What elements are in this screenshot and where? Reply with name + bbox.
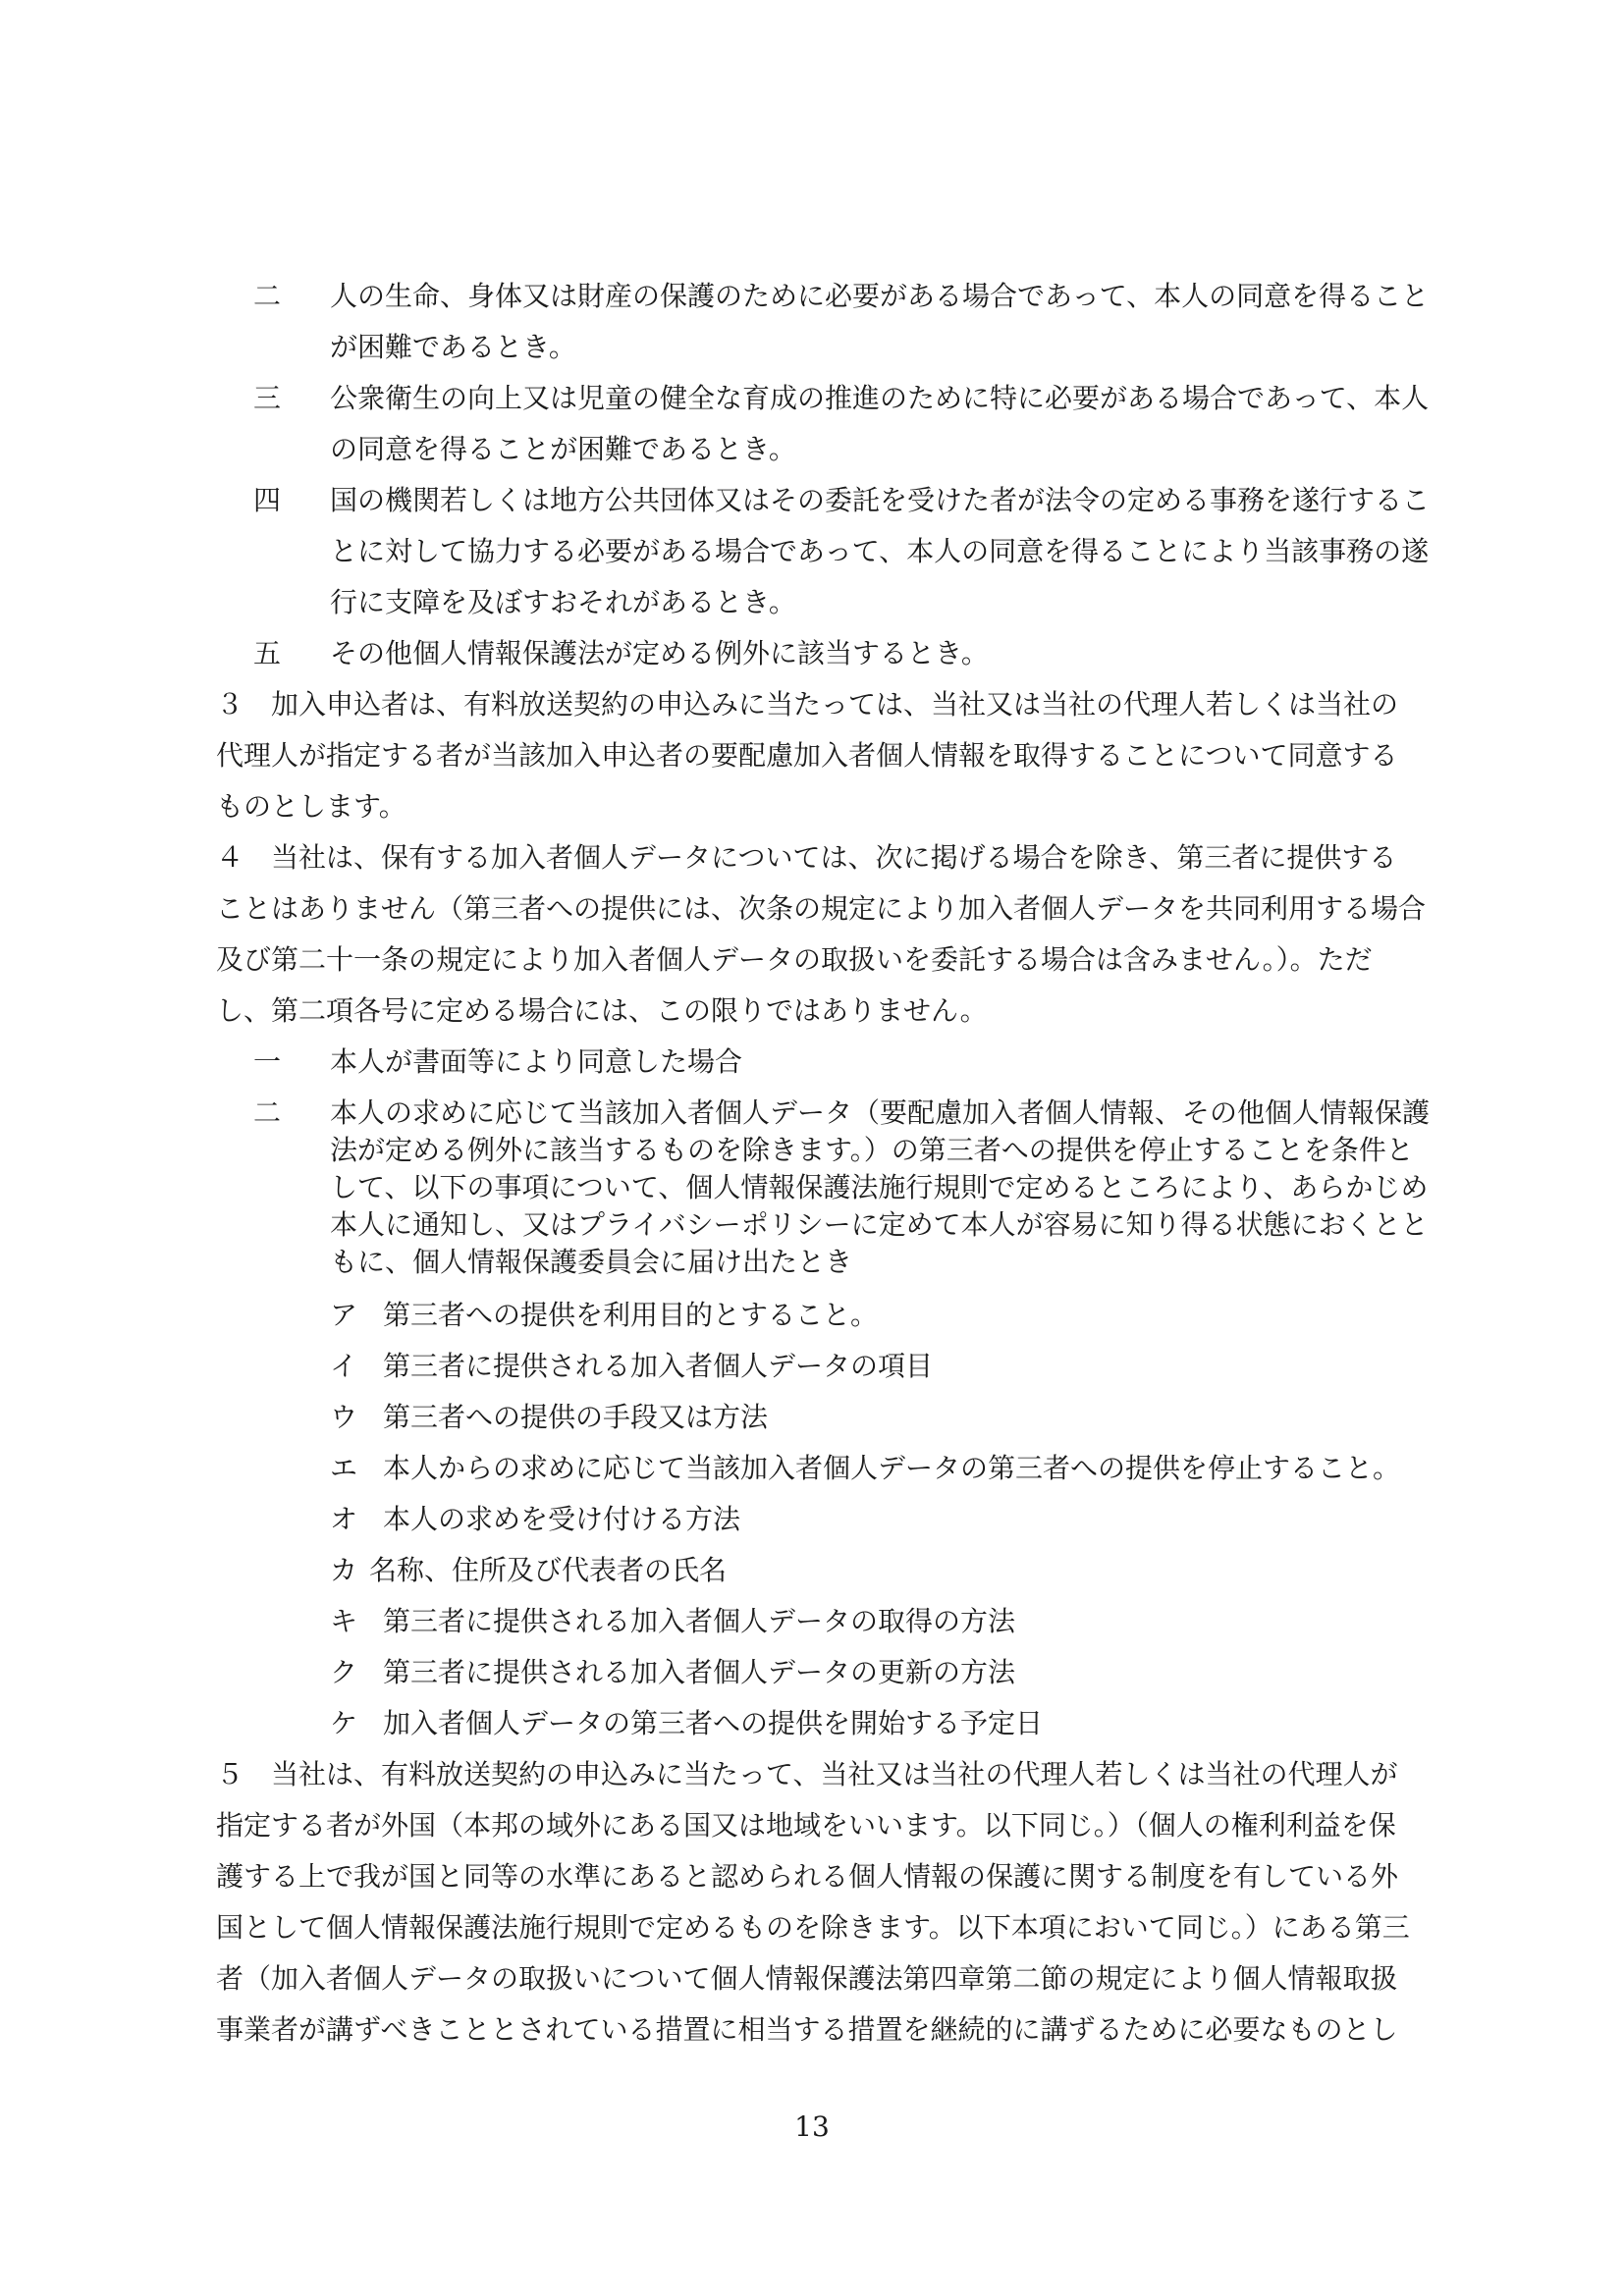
paragraph-5-line: 護する上で我が国と同等の水準にあると認められる個人情報の保護に関する制度を有している外: [216, 1860, 1399, 1893]
sub-item-mark: カ: [330, 1554, 358, 1586]
sub-item-text: 加入者個人データの第三者への提供を開始する予定日: [383, 1707, 1044, 1739]
item-text-line: もに、個人情報保護委員会に届け出たとき: [330, 1246, 853, 1278]
paragraph-5-line: 事業者が講ずべきこととされている措置に相当する措置を継続的に講ずるために必要なものとし: [216, 2013, 1398, 2046]
item-text-line: 本人の求めに応じて当該加入者個人データ（要配慮加入者個人情報、その他個人情報保護: [330, 1096, 1431, 1129]
sub-item-mark: ウ: [330, 1401, 358, 1433]
sub-item-text: 第三者への提供の手段又は方法: [383, 1401, 769, 1433]
sub-item-text: 第三者に提供される加入者個人データの項目: [383, 1350, 934, 1382]
sub-item-mark: ケ: [330, 1707, 358, 1739]
paragraph-5-line: 者（加入者個人データの取扱いについて個人情報保護法第四章第二節の規定により個人情報取扱: [216, 1962, 1398, 1995]
paragraph-4-line: 及び第二十一条の規定により加入者個人データの取扱いを委託する場合は含みません。）。ただ: [216, 943, 1373, 976]
item-number: 一: [253, 1045, 282, 1078]
sub-item-mark: エ: [330, 1452, 358, 1484]
sub-item-mark: キ: [330, 1605, 358, 1637]
sub-item-text: 第三者に提供される加入者個人データの取得の方法: [383, 1605, 1016, 1637]
item-text-line: とに対して協力する必要がある場合であって、本人の同意を得ることにより当該事務の遂: [330, 535, 1430, 567]
item-text-line: 法が定める例外に該当するものを除きます。）の第三者への提供を停止することを条件と: [330, 1134, 1414, 1166]
item-number: 二: [253, 1096, 282, 1129]
paragraph-5-line: 指定する者が外国（本邦の域外にある国又は地域をいいます。以下同じ。）（個人の権利利益を保: [216, 1809, 1396, 1842]
paragraph-3-line: ３ 加入申込者は、有料放送契約の申込みに当たっては、当社又は当社の代理人若しくは当社の: [216, 688, 1399, 721]
sub-item-text: 名称、住所及び代表者の氏名: [369, 1554, 728, 1586]
paragraph-3-line: ものとします。: [216, 790, 406, 823]
sub-item-mark: ア: [330, 1299, 358, 1331]
paragraph-4-line: ことはありません（第三者への提供には、次条の規定により加入者個人データを共同利用する場合: [216, 892, 1427, 925]
sub-item-text: 本人からの求めに応じて当該加入者個人データの第三者への提供を停止すること。: [383, 1452, 1401, 1484]
item-text-line: 本人が書面等により同意した場合: [330, 1045, 743, 1078]
item-number: 五: [253, 637, 282, 669]
item-text-line: の同意を得ることが困難であるとき。: [330, 433, 796, 465]
sub-item-mark: ク: [330, 1656, 358, 1688]
sub-item-mark: イ: [330, 1350, 358, 1382]
sub-item-text: 本人の求めを受け付ける方法: [383, 1503, 741, 1535]
item-text-line: が困難であるとき。: [330, 331, 576, 363]
item-text-line: 人の生命、身体又は財産の保護のために必要がある場合であって、本人の同意を得ること: [330, 280, 1430, 312]
paragraph-5-line: 国として個人情報保護法施行規則で定めるものを除きます。以下本項において同じ。）にある第三: [216, 1911, 1410, 1944]
sub-item-mark: オ: [330, 1503, 358, 1535]
paragraph-5-line: ５ 当社は、有料放送契約の申込みに当たって、当社又は当社の代理人若しくは当社の代理人が: [216, 1758, 1398, 1790]
item-text-line: その他個人情報保護法が定める例外に該当するとき。: [330, 637, 989, 669]
paragraph-4-line: し、第二項各号に定める場合には、この限りではありません。: [216, 994, 988, 1027]
paragraph-3-line: 代理人が指定する者が当該加入申込者の要配慮加入者個人情報を取得することについて同意する: [216, 739, 1398, 772]
item-number: 二: [253, 280, 282, 312]
sub-item-text: 第三者に提供される加入者個人データの更新の方法: [383, 1656, 1016, 1688]
item-text-line: 本人に通知し、又はプライバシーポリシーに定めて本人が容易に知り得る状態におくとと: [330, 1208, 1429, 1241]
item-number: 三: [253, 382, 282, 414]
page-number: 13: [794, 2110, 830, 2143]
sub-item-text: 第三者への提供を利用目的とすること。: [383, 1299, 879, 1331]
item-text-line: 国の機関若しくは地方公共団体又はその委託を受けた者が法令の定める事務を遂行するこ: [330, 484, 1431, 516]
item-text-line: して、以下の事項について、個人情報保護法施行規則で定めるところにより、あらかじめ: [330, 1171, 1429, 1203]
item-text-line: 行に支障を及ぼすおそれがあるとき。: [330, 586, 796, 618]
item-number: 四: [253, 484, 282, 516]
item-text-line: 公衆衛生の向上又は児童の健全な育成の推進のために特に必要がある場合であって、本人: [330, 382, 1430, 414]
paragraph-4-line: ４ 当社は、保有する加入者個人データについては、次に掲げる場合を除き、第三者に提供する: [216, 841, 1397, 874]
